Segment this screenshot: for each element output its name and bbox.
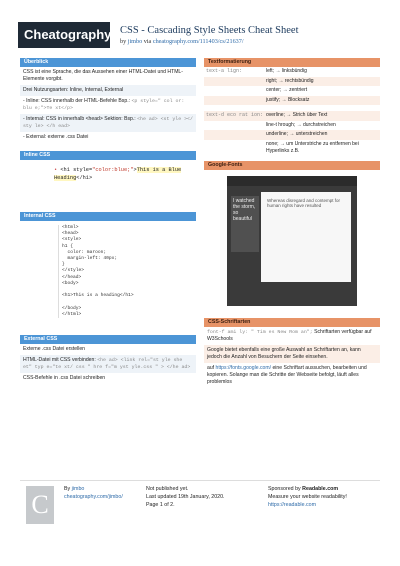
code-close: > xyxy=(133,167,137,173)
table-row xyxy=(204,77,380,87)
internal-css-code-box xyxy=(20,221,196,321)
table-row xyxy=(204,140,380,157)
table-row xyxy=(204,86,380,96)
left-column xyxy=(20,58,196,384)
external-row: Externe .css Datei erstellen xyxy=(23,346,86,352)
screenshot-panel-text: Whereas disregard and contempt for human rights have resulted xyxy=(267,197,341,208)
ueberblick-row-internal xyxy=(20,114,196,132)
property-value: left; → linksbündig xyxy=(266,68,307,74)
inline-code: <p style=" col or: blu e;">Te xt</p> xyxy=(23,99,185,111)
screenshot-preview-text: I watched the storm, so beautiful xyxy=(231,196,259,252)
verbinden-code: <he ad> <link rel="st yle she et" typ e="te xt/ css " hre f="m yst yle.css " > </he ad> xyxy=(23,358,191,370)
page-footer xyxy=(20,486,380,530)
screenshot-panel xyxy=(261,192,351,282)
cheatography-logo[interactable]: Cheatography xyxy=(18,22,110,48)
row3-text: eine Schriftart aussuchen, bearbeiten und kopieren. Solange man die Schritte der Webseite befolgt, läuft alles problemlos xyxy=(207,364,367,385)
code-string: "color:blue;" xyxy=(92,167,134,173)
property-key xyxy=(204,78,266,86)
page-header xyxy=(0,0,400,54)
property-key xyxy=(204,122,266,130)
google-fonts-screenshot xyxy=(227,176,357,306)
internal-css-code: <html> <head> <style> h1 { color: maroon; margin-left: 40px; } </style> </head> <body> <h1>This is a heading</h1> </body> </html> xyxy=(58,225,196,318)
screenshot-toolbar xyxy=(227,176,357,186)
footer-page: Page 1 of 2. xyxy=(146,501,175,508)
property-value: right; → rechtsbündig xyxy=(266,77,314,84)
footer-sponsored-by: Sponsored by xyxy=(268,486,301,492)
bullet-icon: • xyxy=(54,167,58,173)
cheatography-c-logo-icon: C xyxy=(26,486,54,524)
table-row xyxy=(204,96,380,106)
code-open: <h1 style= xyxy=(60,167,93,173)
schriftarten-row xyxy=(204,327,380,345)
right-column xyxy=(204,58,380,388)
font-family-code: font-f ami ly: " Tim es New Rom an"; xyxy=(207,329,313,335)
property-value: none; → um Unterstriche zu entfernen bei Hyperlinks z.B. xyxy=(266,140,359,154)
font-family-text: Schriftarten verfügbar auf W3Schools xyxy=(207,328,372,342)
table-row xyxy=(204,121,380,131)
footer-sponsor-name: Readable.com xyxy=(302,486,339,492)
section-heading-schriftarten: CSS-Schriftarten xyxy=(204,318,380,327)
footer-author xyxy=(64,486,123,502)
internal-code: <he ad> <st yle ></ sty le> </h ead> xyxy=(23,117,193,129)
footer-author-url[interactable]: cheatography.com/jimbo/ xyxy=(64,493,123,500)
footer-sponsor-text: Measure your website readability! xyxy=(268,493,347,500)
section-heading-google-fonts: Google-Fonts xyxy=(204,161,380,170)
section-heading-external-css: External CSS xyxy=(20,335,196,344)
auf-word: auf xyxy=(207,364,215,371)
property-value: underline; → unterstreichen xyxy=(266,131,328,137)
verbinden-text: HTML-Datei mit CSS verbinden: xyxy=(23,357,96,363)
code-end: </h1> xyxy=(76,175,93,181)
page-title: CSS - Cascading Style Sheets Cheat Sheet xyxy=(120,25,299,36)
inline-css-snippet xyxy=(20,160,196,204)
footer-updated: Last updated 19th January, 2020. xyxy=(146,493,225,500)
property-key xyxy=(204,141,266,156)
footer-sponsor xyxy=(268,486,347,509)
section-heading-textformatierung: Textformatierung xyxy=(204,58,380,67)
property-key xyxy=(204,131,266,139)
inline-text: - Inline: CSS innerhalb der HTML-Befehle Bsp.: xyxy=(23,98,131,104)
property-key: text-d eco rat ion: xyxy=(206,112,264,118)
author-link[interactable]: jimbo xyxy=(127,38,143,45)
external-row-verbinden xyxy=(20,355,196,373)
table-row xyxy=(204,67,380,77)
footer-by: By xyxy=(64,486,71,492)
section-heading-ueberblick: Überblick xyxy=(20,58,196,67)
ueberblick-row: Drei Nutzungsarten: Inline, Internal, External xyxy=(20,85,196,96)
property-value: line-t hrough; → durchstreichen xyxy=(266,121,336,128)
schriftarten-row: Google bietet ebenfalls eine große Auswahl an Schriftarten an, kann jedoch die Anzahl von Besuchern der Seite einsehen. xyxy=(204,345,380,363)
property-key xyxy=(204,97,266,105)
footer-sponsor-link[interactable]: https://readable.com xyxy=(268,501,316,508)
google-fonts-link[interactable]: https://fonts.google.com/ xyxy=(215,364,272,371)
sheet-url-link[interactable]: cheatography.com/111403/cs/21637/ xyxy=(152,38,244,45)
property-key xyxy=(204,87,266,95)
footer-published: Not published yet. xyxy=(146,486,189,492)
schriftarten-row-link xyxy=(204,363,380,388)
by-word: by xyxy=(120,38,127,45)
table-row xyxy=(204,130,380,140)
code-text: This is a Blue Heading xyxy=(54,167,182,181)
ueberblick-row-inline xyxy=(20,96,196,114)
external-row: CSS-Befehle in .css Datei schreiben xyxy=(23,375,106,381)
section-heading-inline-css: Inline CSS xyxy=(20,151,196,160)
via-word: via xyxy=(143,38,152,45)
property-value: justify; → Blocksatz xyxy=(266,96,310,103)
footer-dates xyxy=(146,486,225,509)
byline xyxy=(120,38,244,45)
footer-author-link[interactable]: jimbo xyxy=(71,486,85,492)
footer-divider xyxy=(20,480,380,481)
table-row xyxy=(204,111,380,121)
internal-text: - Internal: CSS in innerhalb <head> Sektion: Bsp.: xyxy=(23,116,136,122)
property-value: center; → zentriert xyxy=(266,87,308,93)
ueberblick-row: CSS ist eine Sprache, die das Aussehen einer HTML-Datei und HTML-Elemente vorgibt. xyxy=(23,69,183,82)
property-key: text-a lign: xyxy=(206,68,243,74)
ueberblick-row: - External: externe .css Datei xyxy=(23,134,89,140)
property-value: overline; → Strich über Text xyxy=(266,112,328,118)
section-heading-internal-css: Internal CSS xyxy=(20,212,196,221)
